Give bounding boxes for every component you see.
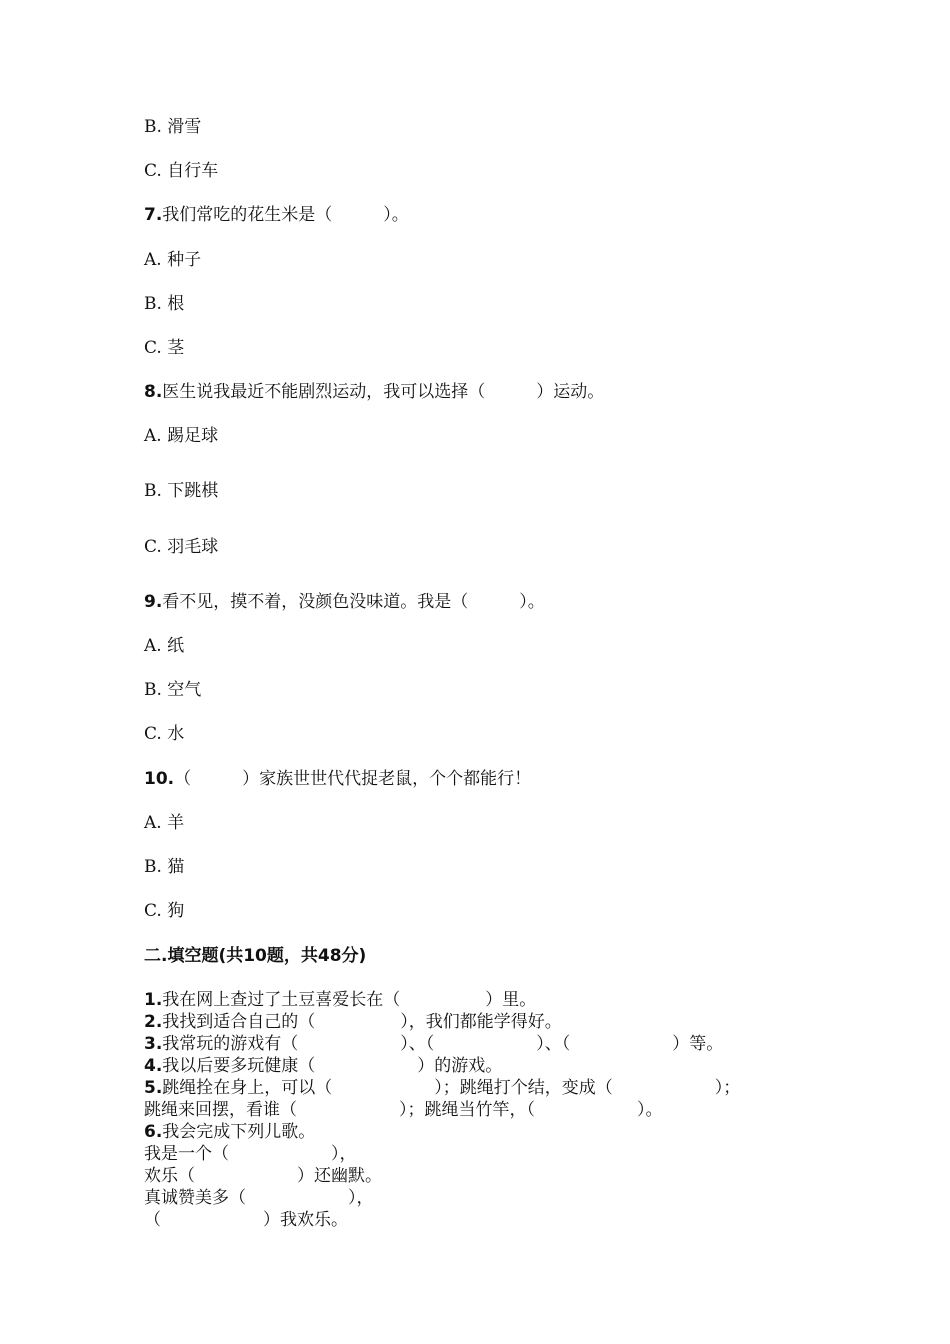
question-text: 看不见，摸不着，没颜色没味道。我是（ ）。	[162, 592, 545, 612]
question-text: 我们常吃的花生米是（ ）。	[162, 205, 409, 225]
question-text: 我找到适合自己的（ ），我们都能学得好。	[162, 1012, 562, 1032]
question-text: 我是一个（ ），	[144, 1144, 357, 1164]
question-text: 我在网上查过了土豆喜爱长在（ ）里。	[162, 990, 537, 1010]
poem-line-1	[144, 1143, 357, 1165]
question-text: 真诚赞美多（ ），	[144, 1188, 374, 1208]
fill-question-5-cont	[144, 1099, 663, 1121]
question-text: 我常玩的游戏有（ ）、（ ）、（ ）等。	[162, 1034, 724, 1054]
question-number: 3.	[144, 1034, 163, 1054]
poem-line-2	[144, 1165, 382, 1187]
question-10	[144, 768, 531, 790]
q6-option-b: B. 滑雪	[144, 117, 202, 137]
question-text: 我以后要多玩健康（ ）的游戏。	[162, 1056, 503, 1076]
q9-option-c: C. 水	[144, 724, 185, 744]
q9-option-b: B. 空气	[144, 680, 202, 700]
q10-option-b: B. 猫	[144, 857, 185, 877]
q7-option-a: A. 种子	[144, 250, 202, 270]
question-text: 医生说我最近不能剧烈运动，我可以选择（ ）运动。	[162, 382, 605, 402]
question-text: 我会完成下列儿歌。	[162, 1122, 316, 1142]
question-number: 4.	[144, 1056, 163, 1076]
fill-question-4	[144, 1055, 502, 1077]
q7-option-c: C. 茎	[144, 338, 185, 358]
question-number: 10.	[144, 769, 175, 789]
question-number: 1.	[144, 990, 163, 1010]
q8-option-c: C. 羽毛球	[144, 537, 219, 557]
fill-question-5	[144, 1077, 740, 1099]
question-number: 2.	[144, 1012, 163, 1032]
fill-question-6	[144, 1121, 315, 1143]
question-number: 7.	[144, 205, 163, 225]
question-number: 8.	[144, 382, 163, 402]
q10-option-a: A. 羊	[144, 813, 185, 833]
q10-option-c: C. 狗	[144, 901, 185, 921]
q6-option-c: C. 自行车	[144, 161, 219, 181]
q8-option-b: B. 下跳棋	[144, 481, 219, 501]
q7-option-b: B. 根	[144, 294, 185, 314]
fill-question-1	[144, 989, 536, 1011]
question-text: 跳绳来回摆，看谁（ ）；跳绳当竹竿，（ ）。	[144, 1100, 663, 1120]
question-number: 6.	[144, 1122, 163, 1142]
poem-line-4	[144, 1209, 348, 1231]
question-text: （ ）家族世世代代捉老鼠，个个都能行！	[174, 769, 532, 789]
question-text: 欢乐（ ）还幽默。	[144, 1166, 382, 1186]
q8-option-a: A. 踢足球	[144, 426, 219, 446]
section-heading: 二.填空题(共10题，共48分)	[144, 946, 367, 966]
question-text: （ ）我欢乐。	[144, 1210, 348, 1230]
fill-question-3	[144, 1033, 723, 1055]
question-9	[144, 591, 545, 613]
question-number: 9.	[144, 592, 163, 612]
question-7	[144, 204, 409, 226]
poem-line-3	[144, 1187, 374, 1209]
q9-option-a: A. 纸	[144, 636, 185, 656]
fill-question-2	[144, 1011, 562, 1033]
question-text: 跳绳拴在身上，可以（ ）；跳绳打个结，变成（ ）；	[162, 1078, 741, 1098]
question-8	[144, 381, 604, 403]
question-number: 5.	[144, 1078, 163, 1098]
